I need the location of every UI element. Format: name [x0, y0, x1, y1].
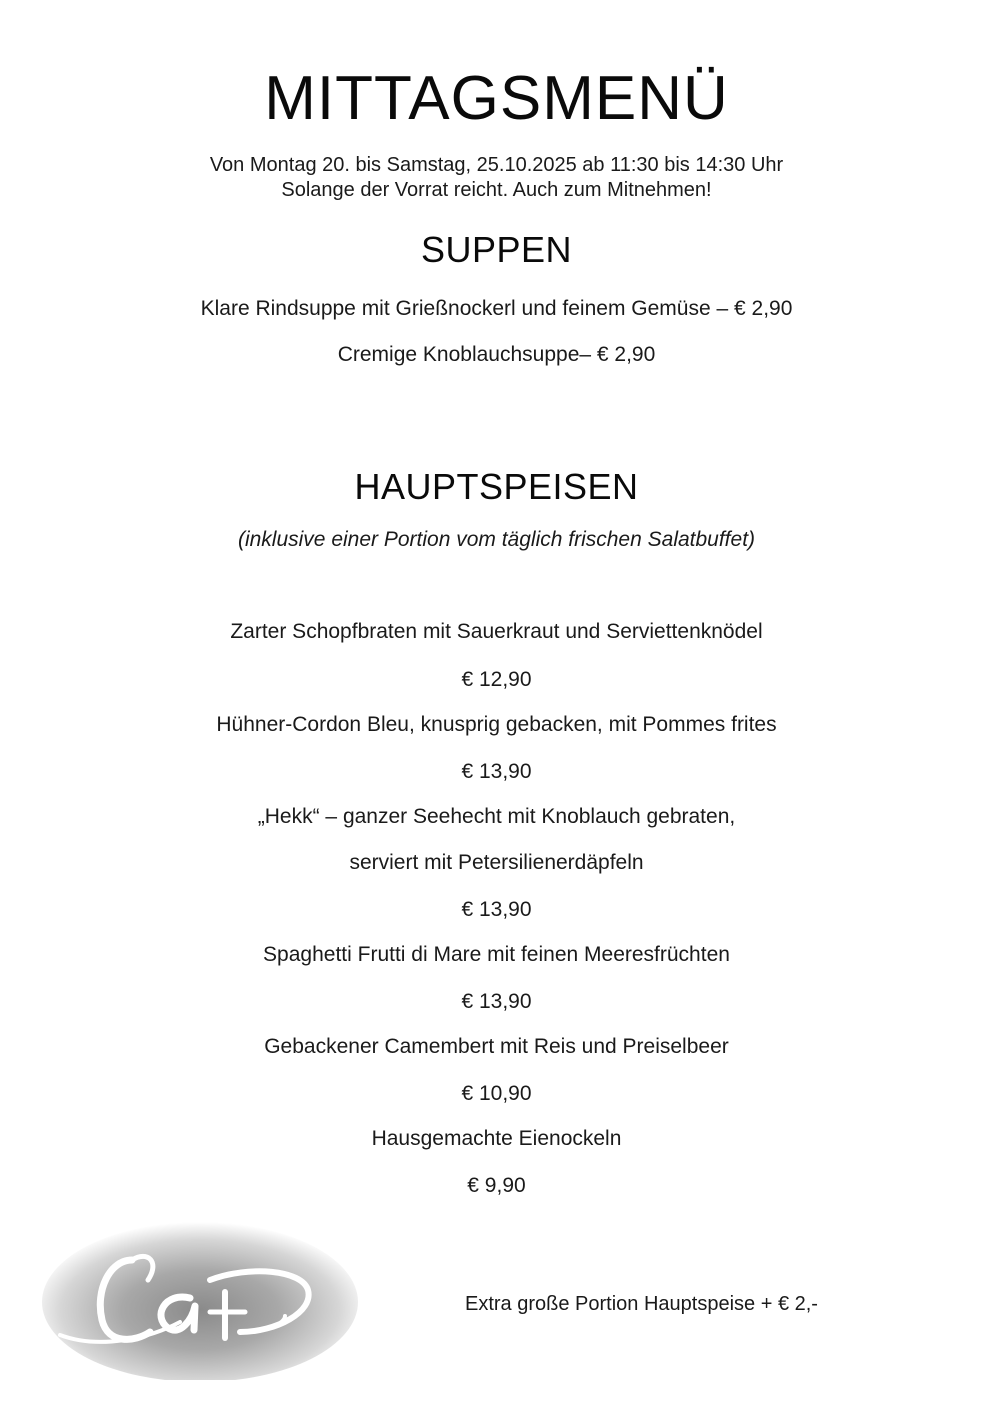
main-item-price: € 13,90 — [461, 990, 532, 1013]
mains-heading: HAUPTSPEISEN — [354, 466, 639, 507]
main-item-name: Hausgemachte Eienockeln — [371, 1127, 622, 1150]
soup-item: Cremige Knoblauchsuppe– € 2,90 — [337, 343, 656, 366]
restaurant-logo — [40, 1220, 360, 1380]
main-item-name-line2: serviert mit Petersilienerdäpfeln — [349, 851, 644, 874]
main-item-name: Zarter Schopfbraten mit Sauerkraut und Serviettenknödel — [230, 620, 763, 643]
stock-line: Solange der Vorrat reicht. Auch zum Mitnehmen! — [281, 179, 712, 201]
main-item-price: € 13,90 — [461, 760, 532, 783]
main-item-name: Spaghetti Frutti di Mare mit feinen Meeresfrüchten — [263, 943, 730, 966]
soup-item: Klare Rindsuppe mit Grießnockerl und feinem Gemüse – € 2,90 — [200, 297, 793, 320]
main-item-price: € 10,90 — [461, 1082, 532, 1105]
soups-heading: SUPPEN — [420, 229, 573, 270]
extra-portion-note: Extra große Portion Hauptspeise + € 2,- — [465, 1293, 818, 1315]
main-item-name: „Hekk“ – ganzer Seehecht mit Knoblauch gebraten, — [257, 805, 736, 828]
main-item-price: € 9,90 — [467, 1174, 526, 1197]
menu-title: MITTAGSMENÜ — [264, 64, 729, 133]
main-item-name: Gebackener Camembert mit Reis und Preiselbeer — [264, 1035, 729, 1058]
mains-note: (inklusive einer Portion vom täglich frischen Salatbuffet) — [237, 528, 756, 551]
main-item-price: € 13,90 — [461, 898, 532, 921]
main-item-name: Hühner-Cordon Bleu, knusprig gebacken, mit Pommes frites — [216, 713, 777, 736]
main-item-price: € 12,90 — [461, 668, 532, 691]
date-line: Von Montag 20. bis Samstag, 25.10.2025 ab 11:30 bis 14:30 Uhr — [209, 154, 784, 176]
